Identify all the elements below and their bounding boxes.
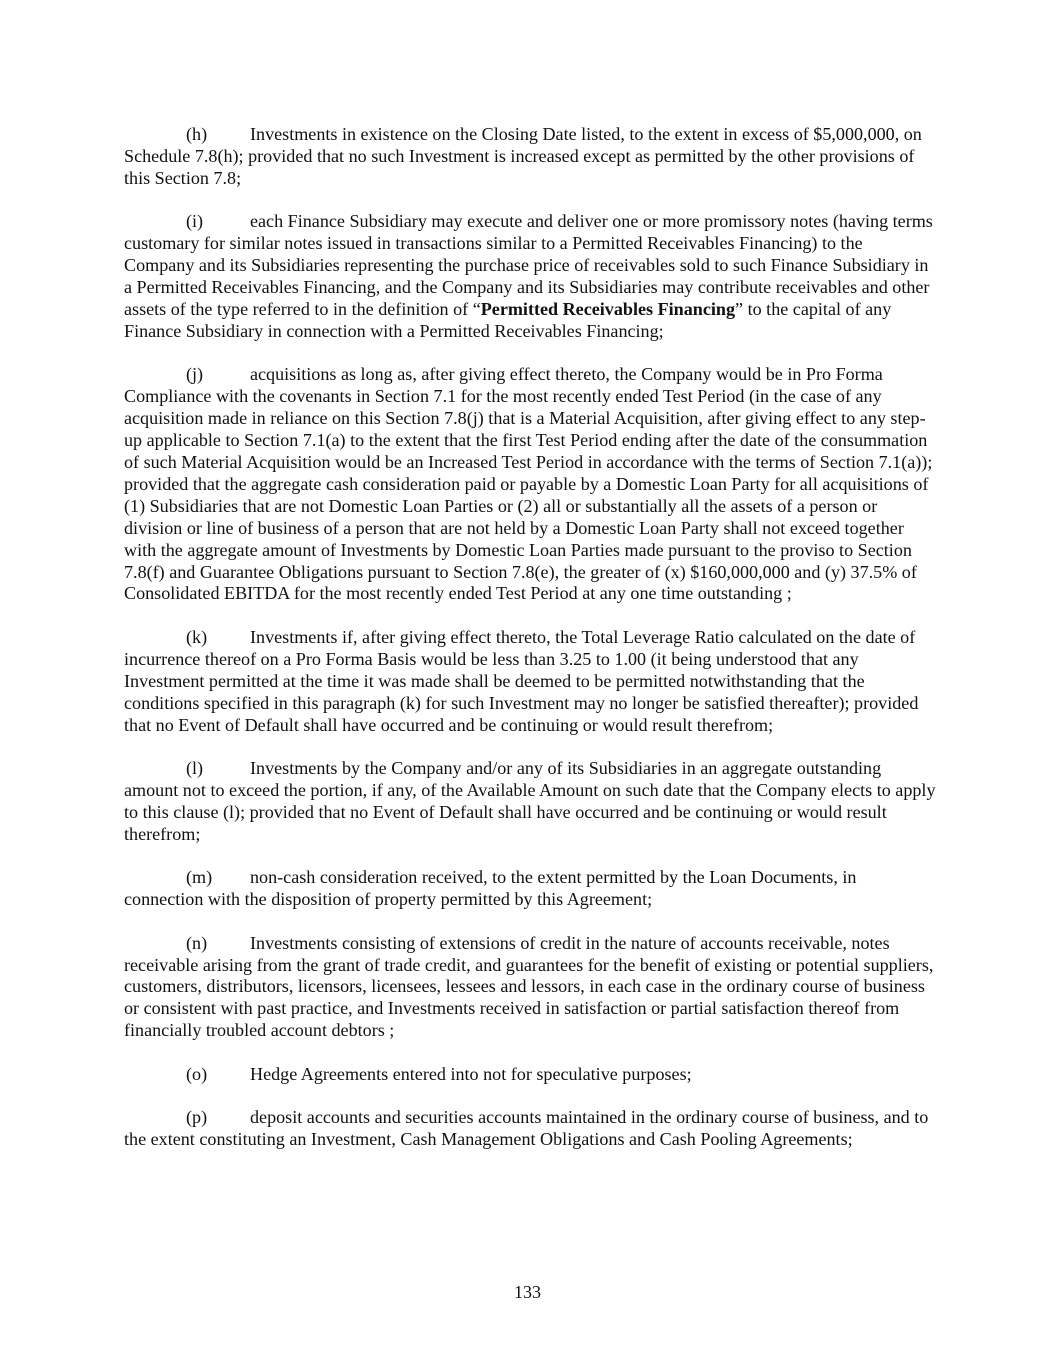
clause-text-continued: ” to the capital of any Finance Subsidiary in connection with a Permitted Receivables Financing; bbox=[124, 298, 892, 341]
clause-marker: (l) bbox=[186, 758, 204, 779]
clause-j bbox=[124, 364, 936, 605]
clause-l bbox=[124, 758, 936, 846]
clause-i bbox=[124, 211, 936, 342]
clause-marker: (j) bbox=[186, 364, 204, 385]
clause-text: Investments by the Company and/or any of its Subsidiaries in an aggregate outstanding amount not to exceed the portion, if any, of the Available Amount on such date that the Company elects to apply to this clause (l); provided that no Event of Default shall have occurred and be continuing or would result therefrom; bbox=[124, 758, 936, 844]
clause-h bbox=[124, 124, 936, 190]
clause-marker: (i) bbox=[186, 211, 204, 232]
clause-text: Investments consisting of extensions of credit in the nature of accounts receivable, notes receivable arising from the grant of trade credit, and guarantees for the benefit of existing or potential suppliers, customers, distributors, licensors, licensees, lessees and lessors, in each case in the ordinary course of business or consistent with past practice, and Investments received in satisfaction or partial satisfaction thereof from financially troubled account debtors ; bbox=[124, 932, 934, 1041]
clause-marker: (o) bbox=[186, 1063, 208, 1084]
clause-m bbox=[124, 867, 936, 911]
clause-text: each Finance Subsidiary may execute and deliver one or more promissory notes (having terms customary for similar notes issued in transactions similar to a Permitted Receivables Financing) to the Company and its Subsidiaries representing the purchase price of receivables sold to such Finance Subsidiary in a Permitted Receivables Financing, and the Company and its Subsidiaries may contribute receivables and other assets of the type referred to in the definition of “ bbox=[124, 211, 933, 319]
clause-marker: (k) bbox=[186, 626, 208, 647]
clause-p bbox=[124, 1107, 936, 1151]
clause-marker: (p) bbox=[186, 1107, 208, 1128]
document-page bbox=[124, 124, 936, 1173]
page-number: 133 bbox=[514, 1282, 541, 1302]
clause-text: Investments in existence on the Closing Date listed, to the extent in excess of $5,000,000, on Schedule 7.8(h); provided that no such Investment is increased except as permitted by the other provisions of this Section 7.8; bbox=[124, 124, 922, 188]
clause-text: Hedge Agreements entered into not for speculative purposes; bbox=[250, 1063, 692, 1084]
clause-text: acquisitions as long as, after giving effect thereto, the Company would be in Pro Forma Compliance with the covenants in Section 7.1 for the most recently ended Test Period (in the case of any acquisition made in reliance on this Section 7.8(j) that is a Material Acquisition, after giving effect to any step-up applicable to Section 7.1(a) to the extent that the first Test Period ending after the date of the consummation of such Material Acquisition would be an Increased Test Period in accordance with the terms of Section 7.1(a)); provided that the aggregate cash consideration paid or payable by a Domestic Loan Party for all acquisitions of (1) Subsidiaries that are not Domestic Loan Parties or (2) all or substantially all the assets of a person or division or line of business of a person that are not held by a Domestic Loan Party shall not exceed together with the aggregate amount of Investments by Domestic Loan Parties made pursuant to the proviso to Section 7.8(f) and Guarantee Obligations pursuant to Section 7.8(e), the greater of (x) $160,000,000 and (y) 37.5% of Consolidated EBITDA for the most recently ended Test Period at any one time outstanding ; bbox=[124, 364, 933, 604]
clause-text: deposit accounts and securities accounts maintained in the ordinary course of business, and to the extent constituting an Investment, Cash Management Obligations and Cash Pooling Agreements; bbox=[124, 1107, 929, 1150]
defined-term: Permitted Receivables Financing bbox=[480, 298, 736, 319]
clause-marker: (n) bbox=[186, 932, 208, 953]
clause-k bbox=[124, 627, 936, 737]
clause-text: non-cash consideration received, to the extent permitted by the Loan Documents, in connection with the disposition of property permitted by this Agreement; bbox=[124, 867, 857, 910]
clause-n bbox=[124, 933, 936, 1043]
clause-marker: (m) bbox=[186, 867, 213, 888]
clause-text: Investments if, after giving effect thereto, the Total Leverage Ratio calculated on the date of incurrence thereof on a Pro Forma Basis would be less than 3.25 to 1.00 (it being understood that any Investment permitted at the time it was made shall be deemed to be permitted notwithstanding that the conditions specified in this paragraph (k) for such Investment may no longer be satisfied thereafter); provided that no Event of Default shall have occurred and be continuing or would result therefrom; bbox=[124, 626, 919, 735]
clause-o bbox=[124, 1064, 936, 1086]
clause-marker: (h) bbox=[186, 124, 208, 144]
